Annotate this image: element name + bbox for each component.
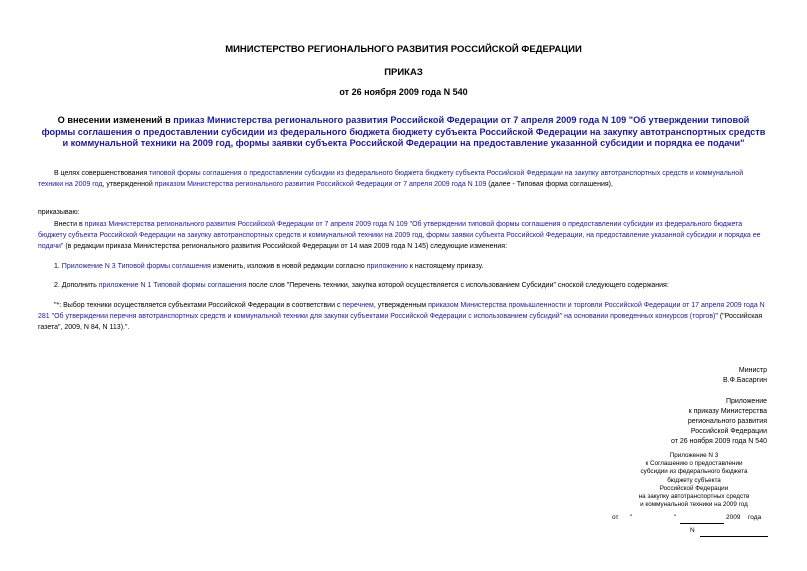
agreement-date-row	[600, 514, 770, 526]
item1-link-appendix[interactable]: приложению	[366, 263, 408, 270]
from-label: от	[612, 514, 619, 521]
paragraph-purpose	[38, 168, 768, 190]
agreement-number-row	[680, 527, 770, 539]
ministry-heading: МИНИСТЕРСТВО РЕГИОНАЛЬНОГО РАЗВИТИЯ РОССИЙСКОЙ ФЕДЕРАЦИИ	[225, 44, 582, 55]
amend-link-order[interactable]: приказ Министерства регионального развития Российской Федерации от 7 апреля 2009 года N 109 "Об утверждении типовой формы соглашения о предоставлении субсидии из федерального бюджета бюджету субъекта Российской Федерации на закупку автотранспортных средств и коммунальной техники на 2009 год, формы заявки субъекта Российской Федерации, на предоставление указанной субсидии и порядка ее подачи"	[38, 221, 761, 250]
footnote-text-2: , утвержденным	[373, 302, 429, 309]
year-label: 2009	[726, 514, 741, 521]
purpose-link-order[interactable]: приказом Министерства регионального развития Российской Федерации от 7 апреля 2009 года N 109	[154, 181, 487, 188]
item2-text-2: после слов "Перечень техники, закупка которой осуществляется с использованием Субсидии" сноской следующего содержания:	[246, 282, 669, 289]
item2-link-appendix1[interactable]: приложение N 1 Типовой формы соглашения	[98, 282, 247, 289]
number-underline	[700, 536, 768, 537]
appendix2-line: бюджету субъекта	[667, 476, 721, 484]
close-quote: "	[674, 514, 677, 521]
title-prefix: О внесении изменений в	[57, 115, 174, 125]
item1-link-appendix3[interactable]: Приложение N 3 Типовой формы соглашения	[61, 263, 211, 270]
appendix-line: регионального развития	[687, 418, 767, 425]
purpose-link-form[interactable]: типовой формы соглашения о предоставлении субсидии из федерального бюджета бюджету субъекта Российской Федерации на закупку автотранспортных средств и коммунальной техники на 2009 год	[38, 170, 744, 188]
item-2	[38, 280, 768, 291]
appendix2-line: на закупку автотранспортных средств	[638, 493, 750, 501]
item2-text-1: 2. Дополнить	[54, 282, 99, 289]
purpose-text-2: , утвержденной	[102, 181, 155, 188]
order-heading: ПРИКАЗ	[384, 67, 423, 78]
signature-role: Министр	[738, 367, 767, 374]
month-underline	[680, 523, 724, 524]
appendix-line: Российской Федерации	[690, 428, 767, 435]
appendix2-line: и коммунальной техники на 2009 год	[640, 501, 748, 509]
open-quote: "	[630, 514, 633, 521]
footnote	[38, 300, 768, 333]
item1-text-1: 1.	[54, 263, 62, 270]
footnote-text-3: " ("Российская газета", 2009, N 84, N 113).".	[38, 313, 763, 331]
appendix2-line: субсидии из федерального бюджета	[640, 468, 748, 476]
signature-block	[723, 366, 767, 386]
appendix2-heading	[620, 452, 768, 509]
number-label: N	[690, 527, 695, 534]
appendix-heading	[671, 397, 767, 447]
appendix-line: от 26 ноября 2009 года N 540	[671, 438, 767, 445]
item-1	[38, 261, 768, 272]
appendix2-line: Российской Федерации	[659, 484, 729, 492]
appendix2-line: Приложение N 3	[669, 452, 719, 459]
appendix2-line: к Соглашению о предоставлении	[645, 460, 743, 468]
footnote-link-order[interactable]: приказом Министерства промышленности и торговли Российской Федерации от 17 апреля 2009 года N 281 "Об утверждении перечня автотранспортных средств и коммунальной техники для закупки субъектами Российской Федерации с использованием субсидий" на основании проведенных конкурсов (торгов)	[38, 302, 765, 320]
purpose-text-1: В целях совершенствования	[54, 170, 150, 177]
order-date: от 26 ноября 2009 года N 540	[339, 87, 468, 97]
appendix-line: Приложение	[725, 398, 767, 405]
amend-text-1: Внести в	[54, 221, 85, 228]
signature-name: В.Ф.Басаргин	[723, 377, 767, 384]
paragraph-amend	[38, 219, 768, 252]
footnote-text-1: "*: Выбор техники осуществляется субъектами Российской Федерации в соответствии с	[54, 302, 343, 309]
order-title	[40, 115, 767, 150]
item1-text-2: изменить, изложив в новой редакции согласно	[210, 263, 367, 270]
purpose-text-3: (далее - Типовая форма соглашения),	[486, 181, 613, 188]
title-link[interactable]: приказ Министерства регионального развития Российской Федерации от 7 апреля 2009 года N 109 "Об утверждении типовой формы соглашения о предоставлении субсидии из федерального бюджета бюджету субъекта Российской Федерации на закупку автотранспортных средств и коммунальной техники на 2009 год, формы заявки субъекта Российской Федерации на предоставление указанной субсидии и порядка ее подачи"	[41, 115, 766, 148]
footnote-link-list[interactable]: перечнем	[342, 302, 374, 309]
order-word: приказываю:	[38, 209, 80, 216]
appendix-line: к приказу Министерства	[688, 408, 767, 415]
year-suffix: года	[748, 514, 762, 521]
item1-text-3: к настоящему приказу.	[407, 263, 484, 270]
amend-text-2: (в редакции приказа Министерства регионального развития Российской Федерации от 14 мая 2009 года N 145) следующие изменения:	[63, 243, 508, 250]
